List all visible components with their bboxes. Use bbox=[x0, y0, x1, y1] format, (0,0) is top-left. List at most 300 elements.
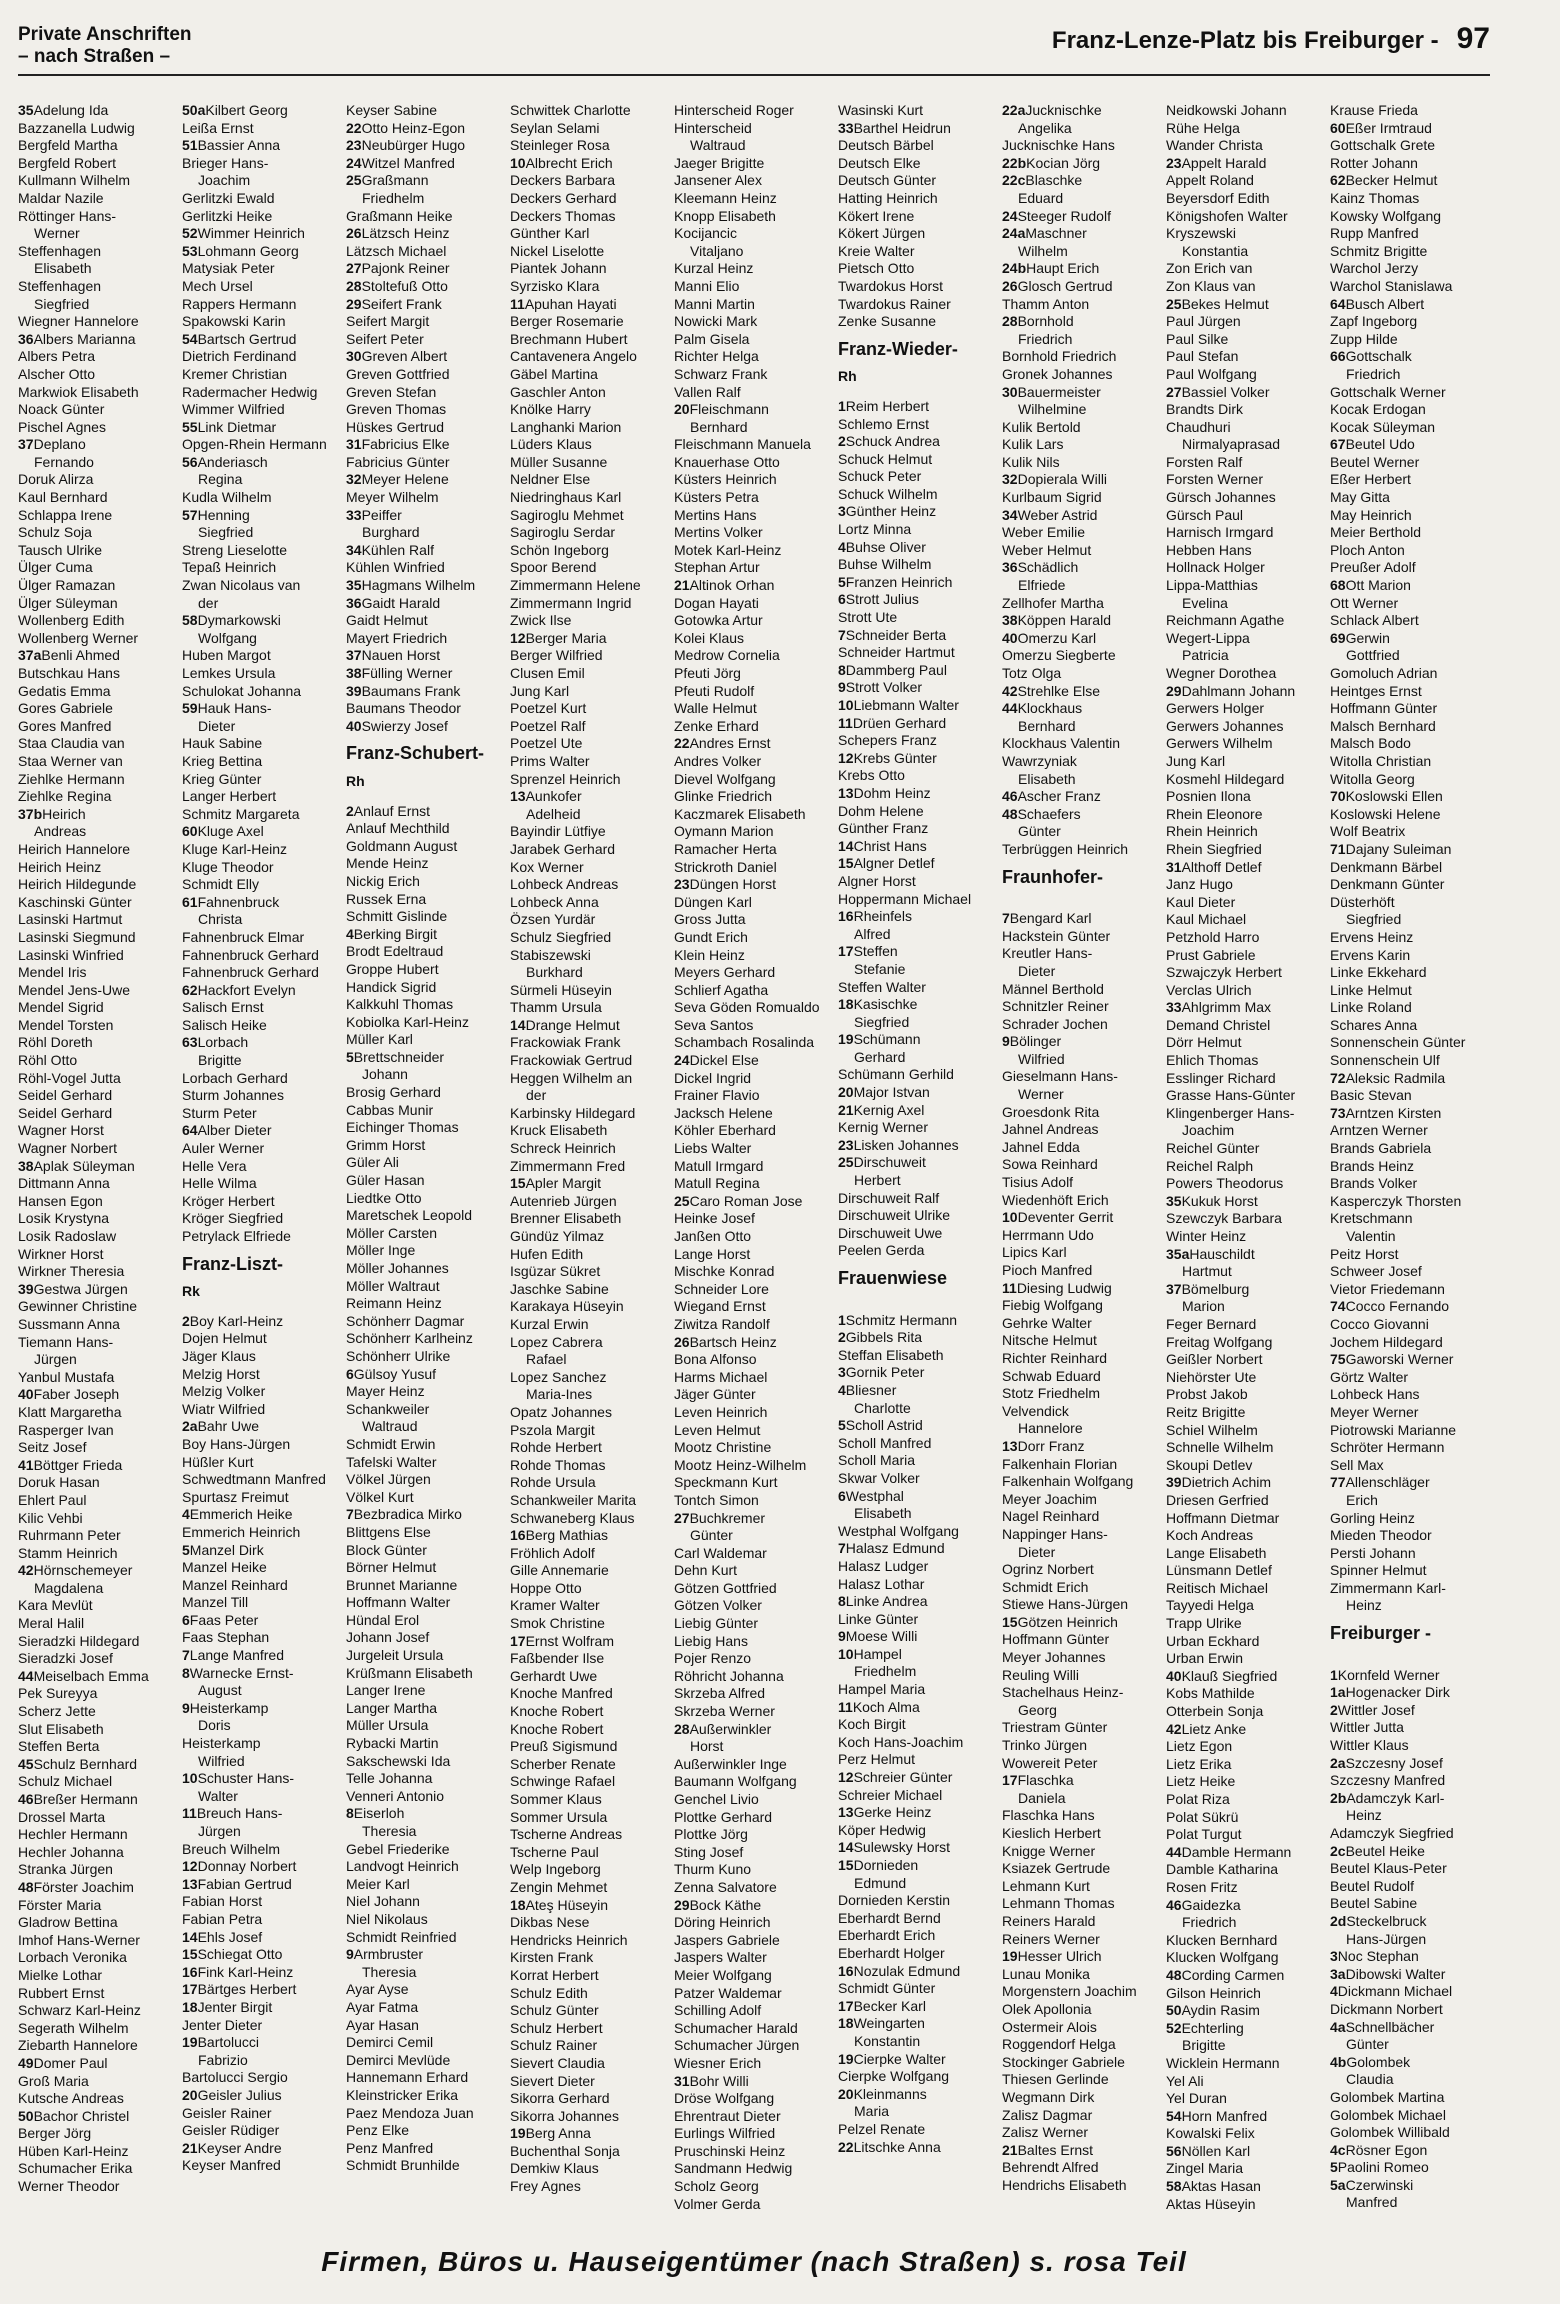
directory-entry bbox=[182, 2087, 340, 2105]
directory-entry: Trapp Ulrike bbox=[1166, 1615, 1242, 1632]
resident-name: Domer Paul bbox=[33, 2054, 108, 2071]
directory-entry: Krieg Bettina bbox=[182, 752, 263, 769]
resident-name: Ahlgrimm Max bbox=[1181, 999, 1272, 1016]
directory-entry bbox=[838, 2051, 996, 2069]
directory-entry: Falkenhain Wolfgang bbox=[1002, 1473, 1134, 1490]
directory-entry: Gross Jutta bbox=[674, 911, 746, 928]
directory-entry: Szewczyk Barbara bbox=[1166, 1210, 1282, 1227]
directory-entry: Seva Göden Romualdo bbox=[674, 999, 820, 1016]
resident-name: Ernst Wolfram bbox=[525, 1632, 615, 1649]
entry-continuation: der bbox=[526, 1087, 547, 1104]
directory-entry: Malsch Bernhard bbox=[1330, 717, 1436, 734]
directory-entry bbox=[346, 595, 504, 613]
directory-entry bbox=[346, 137, 504, 155]
directory-entry: Lohbeck Andreas bbox=[510, 876, 619, 893]
resident-name: Arntzen Kirsten bbox=[1345, 1104, 1442, 1121]
directory-entry bbox=[838, 1364, 996, 1382]
directory-entry: Möller Johannes bbox=[346, 1260, 449, 1276]
house-number: 44 bbox=[1002, 700, 1018, 717]
directory-entry: Leven Heinrich bbox=[674, 1403, 768, 1420]
column-7 bbox=[1002, 102, 1160, 2228]
directory-entry: Rybacki Martin bbox=[346, 1735, 439, 1752]
directory-entry: Jung Karl bbox=[1166, 752, 1226, 769]
directory-entry bbox=[1166, 2143, 1324, 2161]
directory-entry: Lorbach Veronika bbox=[18, 1949, 127, 1966]
directory-entry: Clusen Emil bbox=[510, 665, 585, 681]
house-number: 15 bbox=[182, 1946, 198, 1963]
directory-entry: Radermacher Hedwig bbox=[182, 383, 318, 400]
directory-entry: Sonnenschein Günter bbox=[1330, 1034, 1466, 1051]
directory-entry: Reiners Werner bbox=[1002, 1930, 1100, 1947]
directory-entry: Eberhardt Holger bbox=[838, 1944, 945, 1961]
house-number: 3a bbox=[1330, 1965, 1346, 1982]
house-number: 9 bbox=[182, 1699, 190, 1716]
directory-entry: Schwarz Karl-Heinz bbox=[18, 2002, 141, 2019]
directory-entry: Schilling Adolf bbox=[674, 2002, 762, 2019]
directory-entry: Klein Heinz bbox=[674, 946, 745, 963]
entry-continuation: Stefanie bbox=[854, 960, 906, 977]
resident-name: Apuhan Hayati bbox=[524, 295, 617, 312]
directory-entry: Volmer Gerda bbox=[674, 2195, 761, 2212]
directory-entry: Bona Alfonso bbox=[674, 1351, 757, 1368]
directory-entry bbox=[1330, 841, 1488, 859]
directory-entry: Rappers Hermann bbox=[182, 295, 297, 312]
directory-entry: Heirich Heinz bbox=[18, 858, 102, 875]
directory-entry bbox=[1330, 2054, 1488, 2072]
entry-continuation: Hartmut bbox=[1182, 1263, 1232, 1280]
directory-entry: Sievert Claudia bbox=[510, 2054, 605, 2071]
directory-entry: Hüskes Gertrud bbox=[346, 418, 445, 435]
directory-entry bbox=[1166, 1193, 1324, 1211]
house-number: 73 bbox=[1330, 1104, 1346, 1121]
house-number: 64 bbox=[182, 1122, 198, 1139]
directory-entry bbox=[838, 1154, 996, 1172]
entry-continuation: Günter bbox=[1346, 2036, 1389, 2053]
resident-name: Gaworski Werner bbox=[1345, 1351, 1454, 1368]
directory-entry bbox=[510, 1527, 668, 1545]
entry-continuation: Friedrich bbox=[1018, 330, 1073, 347]
directory-entry: Dohm Helene bbox=[838, 802, 924, 819]
directory-entry bbox=[346, 278, 504, 296]
directory-entry: Ruhrmann Peter bbox=[18, 1527, 121, 1544]
resident-name: Bassier Anna bbox=[197, 137, 281, 154]
directory-entry: Schreck Heinrich bbox=[510, 1140, 616, 1157]
directory-entry bbox=[838, 750, 996, 768]
resident-name: Ott Marion bbox=[1345, 577, 1411, 594]
house-number: 57 bbox=[182, 506, 198, 523]
directory-entry bbox=[1002, 1209, 1160, 1227]
directory-entry: Cantavenera Angelo bbox=[510, 348, 637, 365]
resident-name: Bezbradica Mirko bbox=[353, 1506, 462, 1523]
directory-entry: Melzig Volker bbox=[182, 1383, 266, 1400]
directory-entry: Lehmann Kurt bbox=[1002, 1877, 1090, 1894]
house-number: 19 bbox=[510, 2125, 526, 2142]
directory-entry: Lange Horst bbox=[674, 1245, 751, 1262]
entry-continuation: Fernando bbox=[34, 453, 94, 470]
directory-entry: Cierpke Wolfgang bbox=[838, 2068, 950, 2085]
directory-entry: Steffan Elisabeth bbox=[838, 1346, 944, 1363]
resident-name: Appelt Harald bbox=[1181, 154, 1267, 171]
directory-entry: Werner Theodor bbox=[18, 2178, 120, 2195]
resident-name: Schuck Andrea bbox=[845, 433, 940, 450]
directory-entry: Lange Elisabeth bbox=[1166, 1544, 1267, 1561]
house-number: 12 bbox=[182, 1858, 198, 1875]
directory-entry bbox=[182, 1805, 340, 1823]
house-number: 7 bbox=[1002, 910, 1010, 927]
directory-entry: Greven Stefan bbox=[346, 383, 437, 400]
directory-entry: Korrat Herbert bbox=[510, 1966, 599, 1983]
directory-entry: Halasz Lothar bbox=[838, 1575, 925, 1592]
house-number: 1 bbox=[838, 397, 846, 414]
directory-entry: Janßen Otto bbox=[674, 1228, 752, 1244]
directory-entry: Meyer Johannes bbox=[1002, 1649, 1106, 1666]
directory-entry bbox=[838, 1646, 996, 1664]
directory-entry: Gieselmann Hans- bbox=[1002, 1068, 1118, 1085]
house-number: 2c bbox=[1330, 1842, 1346, 1859]
directory-entry bbox=[1002, 208, 1160, 226]
column-2 bbox=[182, 102, 340, 2228]
resident-name: Nozulak Edmund bbox=[853, 1962, 961, 1979]
directory-entry: Morgenstern Joachim bbox=[1002, 1983, 1137, 2000]
directory-entry bbox=[510, 630, 668, 648]
directory-entry: Gebel Friederike bbox=[346, 1840, 450, 1857]
house-number: 16 bbox=[182, 1963, 198, 1980]
entry-continuation: Alfred bbox=[854, 925, 891, 942]
directory-entry: Meyer Joachim bbox=[1002, 1490, 1097, 1507]
directory-entry: Opatz Johannes bbox=[510, 1403, 612, 1420]
resident-name: Rheinfels bbox=[853, 908, 912, 925]
directory-entry: Bayindir Lütfiye bbox=[510, 823, 606, 840]
directory-entry: Baumans Theodor bbox=[346, 700, 461, 717]
directory-entry: Hoffmann Günter bbox=[1002, 1631, 1110, 1648]
resident-name: Schiegat Otto bbox=[197, 1946, 283, 1963]
directory-entry bbox=[838, 2086, 996, 2104]
directory-entry: Kernig Werner bbox=[838, 1119, 929, 1136]
directory-entry: Imhof Hans-Werner bbox=[18, 1931, 140, 1948]
directory-entry: Schmitt Gislinde bbox=[346, 908, 448, 925]
directory-entry: Pfeuti Jörg bbox=[674, 665, 741, 681]
resident-name: Förster Joachim bbox=[33, 1878, 134, 1895]
directory-entry: Golombek Martina bbox=[1330, 2088, 1445, 2105]
directory-entry: Wegmann Dirk bbox=[1002, 2088, 1095, 2105]
directory-entry bbox=[838, 697, 996, 715]
directory-entry: Sturm Peter bbox=[182, 1104, 257, 1121]
directory-entry: Deutsch Elke bbox=[838, 154, 921, 171]
house-number: 48 bbox=[18, 1878, 34, 1895]
resident-name: Faas Peter bbox=[189, 1611, 259, 1628]
resident-name: Bärtges Herbert bbox=[197, 1981, 297, 1998]
directory-entry: Kulik Nils bbox=[1002, 453, 1060, 470]
house-number: 75 bbox=[1330, 1351, 1346, 1368]
directory-entry bbox=[838, 1102, 996, 1120]
directory-entry bbox=[838, 591, 996, 609]
resident-name: Cording Carmen bbox=[1181, 1966, 1285, 1983]
entry-continuation: Gerhard bbox=[854, 1048, 906, 1065]
house-number: 23 bbox=[674, 876, 690, 893]
directory-entry: May Heinrich bbox=[1330, 506, 1412, 523]
resident-name: Hagmans Wilhelm bbox=[361, 577, 476, 594]
house-number: 38 bbox=[18, 1157, 34, 1174]
street-heading: Frauenwiese bbox=[838, 1268, 948, 1288]
street-heading: Franz-Wieder- bbox=[838, 338, 958, 359]
entry-continuation: Heinz bbox=[1346, 1807, 1382, 1824]
house-number: 39 bbox=[18, 1280, 34, 1297]
house-number: 29 bbox=[674, 1896, 690, 1913]
directory-entry: Piotrowski Marianne bbox=[1330, 1421, 1457, 1438]
house-number: 2a bbox=[182, 1418, 198, 1435]
directory-entry: Jung Karl bbox=[510, 682, 570, 699]
directory-entry: Keyser Sabine bbox=[346, 102, 438, 118]
directory-entry bbox=[346, 647, 504, 665]
directory-entry bbox=[1166, 155, 1324, 173]
house-number: 71 bbox=[1330, 840, 1346, 857]
directory-entry: Steffen Berta bbox=[18, 1738, 100, 1755]
house-number: 9 bbox=[838, 679, 846, 696]
directory-entry bbox=[346, 1946, 504, 1964]
directory-entry: Pietsch Otto bbox=[838, 260, 915, 277]
resident-name: Schmitz Hermann bbox=[845, 1311, 958, 1328]
directory-entry bbox=[1330, 1913, 1488, 1931]
directory-entry: Polat Sükrü bbox=[1166, 1808, 1239, 1825]
entry-continuation: Friedrich bbox=[1346, 365, 1401, 382]
directory-entry: Gerlitzki Heike bbox=[182, 207, 273, 224]
directory-entry: Ervens Heinz bbox=[1330, 928, 1414, 945]
house-number: 37a bbox=[18, 647, 42, 664]
house-number: 6 bbox=[346, 1365, 354, 1382]
directory-entry: Warchol Stanislawa bbox=[1330, 277, 1453, 294]
directory-entry: Rohde Herbert bbox=[510, 1439, 602, 1456]
directory-entry: Breuch Wilhelm bbox=[182, 1840, 281, 1857]
directory-entry: Penz Manfred bbox=[346, 2139, 434, 2156]
resident-name: Graßmann bbox=[361, 172, 429, 189]
house-number: 53 bbox=[182, 242, 198, 259]
directory-entry bbox=[1002, 1280, 1160, 1298]
directory-entry: Hebben Hans bbox=[1166, 541, 1252, 558]
directory-entry bbox=[182, 1858, 340, 1876]
directory-entry: Schnelle Wilhelm bbox=[1166, 1439, 1274, 1456]
directory-entry: Gorling Heinz bbox=[1330, 1509, 1415, 1526]
directory-entry bbox=[674, 1193, 832, 1211]
directory-entry: Urban Eckhard bbox=[1166, 1632, 1260, 1649]
directory-entry: Knoche Robert bbox=[510, 1703, 604, 1720]
resident-name: Stoltefuß Otto bbox=[361, 277, 448, 294]
directory-entry: Sakschewski Ida bbox=[346, 1752, 451, 1769]
entry-continuation: Doris bbox=[198, 1717, 231, 1734]
resident-name: Aleksic Radmila bbox=[1345, 1069, 1446, 1086]
house-number: 9 bbox=[346, 1946, 354, 1963]
directory-entry: Dirschuweit Ralf bbox=[838, 1189, 940, 1206]
resident-name: Meyer Helene bbox=[361, 471, 449, 488]
house-number: 2 bbox=[346, 802, 354, 819]
directory-entry: Kulik Lars bbox=[1002, 436, 1064, 453]
directory-entry: Liebig Günter bbox=[674, 1615, 759, 1632]
directory-entry: Klingenberger Hans- bbox=[1166, 1104, 1295, 1121]
directory-entry: Stabiszewski bbox=[510, 946, 591, 963]
directory-entry: Oymann Marion bbox=[674, 823, 774, 840]
house-number: 62 bbox=[1330, 172, 1346, 189]
directory-entry: Schwarz Frank bbox=[674, 365, 768, 382]
directory-entry: Szwajczyk Herbert bbox=[1166, 964, 1282, 981]
directory-entry: Rasperger Ivan bbox=[18, 1421, 114, 1438]
directory-entry bbox=[346, 436, 504, 454]
street-subcode: Rk bbox=[182, 1283, 200, 1300]
directory-entry: Pfeuti Rudolf bbox=[674, 682, 755, 699]
directory-entry: Zwick Ilse bbox=[510, 612, 572, 629]
house-number: 41 bbox=[18, 1456, 34, 1473]
directory-entry: Gürsch Paul bbox=[1166, 506, 1244, 523]
directory-entry: Twardokus Horst bbox=[838, 277, 944, 294]
directory-entry: Güler Ali bbox=[346, 1154, 399, 1171]
directory-entry: Schlierf Agatha bbox=[674, 981, 769, 998]
directory-entry: Kreutler Hans- bbox=[1002, 945, 1093, 962]
directory-entry bbox=[1002, 2142, 1160, 2160]
directory-entry bbox=[1002, 1948, 1160, 1966]
house-number: 38 bbox=[346, 665, 362, 681]
directory-entry: Ervens Karin bbox=[1330, 946, 1411, 963]
directory-entry: Krieg Günter bbox=[182, 770, 262, 787]
resident-name: Armbruster bbox=[353, 1946, 424, 1963]
directory-entry: Schönherr Karlheinz bbox=[346, 1330, 473, 1347]
page-number: 97 bbox=[1456, 22, 1490, 55]
directory-entry: Frackowiak Frank bbox=[510, 1034, 621, 1051]
directory-entry: Mayer Heinz bbox=[346, 1383, 425, 1400]
entry-continuation: Friedrich bbox=[1182, 1914, 1237, 1931]
directory-entry bbox=[838, 1769, 996, 1787]
resident-name: Berg Anna bbox=[525, 2125, 591, 2142]
street-heading: Franz-Schubert- bbox=[346, 743, 485, 764]
directory-entry: Mootz Christine bbox=[674, 1439, 772, 1456]
directory-entry: Mootz Heinz-Wilhelm bbox=[674, 1456, 807, 1473]
directory-entry bbox=[1166, 2002, 1324, 2020]
resident-name: Halasz Edmund bbox=[845, 1540, 945, 1557]
directory-entry: Tayyedi Helga bbox=[1166, 1597, 1254, 1614]
directory-entry: Petzhold Harro bbox=[1166, 928, 1260, 945]
directory-entry bbox=[1166, 1668, 1324, 1686]
house-number: 63 bbox=[182, 1034, 198, 1051]
directory-entry: Nowicki Mark bbox=[674, 313, 758, 330]
directory-entry bbox=[510, 2125, 668, 2143]
directory-entry bbox=[18, 1158, 176, 1176]
directory-entry bbox=[182, 2034, 340, 2052]
directory-entry: Esslinger Richard bbox=[1166, 1069, 1276, 1086]
resident-name: Warnecke Ernst- bbox=[189, 1664, 294, 1681]
resident-name: Schneider Berta bbox=[845, 626, 947, 643]
directory-entry: Rhein Siegfried bbox=[1166, 840, 1262, 857]
directory-entry: Feger Bernard bbox=[1166, 1315, 1257, 1332]
house-number: 77 bbox=[1330, 1474, 1346, 1491]
directory-entry: Yel Duran bbox=[1166, 2090, 1227, 2107]
directory-entry: Röhl-Vogel Jutta bbox=[18, 1069, 121, 1086]
entry-continuation: Valentin bbox=[1346, 1228, 1396, 1244]
directory-entry: Zenke Susanne bbox=[838, 313, 937, 330]
directory-entry: Kökert Jürgen bbox=[838, 225, 926, 242]
house-number: 8 bbox=[838, 1593, 846, 1610]
house-number: 21 bbox=[182, 2139, 198, 2156]
directory-entry bbox=[1330, 2159, 1488, 2177]
resident-name: Buhse Oliver bbox=[845, 538, 926, 555]
directory-entry: Krause Frieda bbox=[1330, 102, 1418, 118]
directory-columns bbox=[18, 102, 1490, 2228]
directory-entry: Jucknischke Hans bbox=[1002, 137, 1115, 154]
directory-entry bbox=[182, 1034, 340, 1052]
directory-entry: Omerzu Siegberte bbox=[1002, 647, 1116, 664]
house-number: 19 bbox=[838, 1031, 854, 1048]
directory-entry: Hampel Maria bbox=[838, 1681, 926, 1698]
entry-continuation: Wilhelmine bbox=[1018, 401, 1087, 418]
directory-entry: Roggendorf Helga bbox=[1002, 2036, 1116, 2053]
house-number: 2 bbox=[1330, 1701, 1338, 1718]
directory-entry: Hoppermann Michael bbox=[838, 890, 972, 907]
directory-entry: Verclas Ulrich bbox=[1166, 981, 1252, 998]
directory-entry bbox=[1166, 1897, 1324, 1915]
directory-entry: Johann Josef bbox=[346, 1629, 430, 1646]
house-number: 20 bbox=[182, 2086, 198, 2103]
directory-entry: Liebs Walter bbox=[674, 1140, 752, 1157]
directory-entry bbox=[346, 1805, 504, 1823]
house-number: 13 bbox=[182, 1875, 198, 1892]
house-number: 2 bbox=[838, 1329, 846, 1346]
resident-name: Gottschalk bbox=[1345, 348, 1412, 365]
resident-name: Kornfeld Werner bbox=[1337, 1666, 1440, 1683]
entry-continuation: Bernhard bbox=[690, 418, 748, 435]
directory-entry: Deutsch Bärbel bbox=[838, 137, 934, 154]
directory-entry: Steinleger Rosa bbox=[510, 137, 610, 154]
directory-entry: Kremer Christian bbox=[182, 365, 288, 382]
directory-entry: Lopez Cabrera bbox=[510, 1333, 603, 1350]
house-number: 2b bbox=[1330, 1789, 1347, 1806]
directory-entry: Kökert Irene bbox=[838, 207, 915, 224]
directory-entry: Gündüz Yilmaz bbox=[510, 1228, 605, 1244]
entry-continuation: Gottfried bbox=[1346, 647, 1400, 664]
directory-entry bbox=[1166, 2108, 1324, 2126]
entry-continuation: Fabrizio bbox=[198, 2051, 248, 2068]
directory-entry bbox=[18, 1668, 176, 1686]
house-number: 35 bbox=[346, 577, 362, 594]
directory-entry: Drossel Marta bbox=[18, 1808, 106, 1825]
directory-entry: Maldar Nazile bbox=[18, 189, 104, 206]
directory-entry: Lasinski Winfried bbox=[18, 946, 124, 963]
directory-entry: Gronek Johannes bbox=[1002, 365, 1113, 382]
directory-entry bbox=[1166, 2020, 1324, 2038]
directory-entry: Müller Susanne bbox=[510, 453, 608, 470]
house-number: 15 bbox=[838, 1857, 854, 1873]
directory-entry: Neldner Else bbox=[510, 471, 591, 488]
directory-entry: Tscherne Andreas bbox=[510, 1826, 623, 1843]
directory-entry: Dievel Wolfgang bbox=[674, 770, 776, 787]
directory-entry: Kobiolka Karl-Heinz bbox=[346, 1013, 469, 1030]
directory-entry: Berger Jörg bbox=[18, 2125, 92, 2142]
directory-entry: Winter Heinz bbox=[1166, 1228, 1247, 1244]
house-number: 17 bbox=[838, 943, 854, 960]
directory-entry: Thurm Kuno bbox=[674, 1861, 752, 1878]
house-number: 37 bbox=[18, 436, 34, 453]
directory-entry: Lemkes Ursula bbox=[182, 665, 276, 681]
directory-entry: Lietz Egon bbox=[1166, 1738, 1233, 1755]
directory-entry bbox=[346, 507, 504, 525]
directory-entry: Greven Gottfried bbox=[346, 365, 450, 382]
entry-continuation: Marion bbox=[1182, 1298, 1225, 1315]
directory-entry bbox=[346, 1049, 504, 1067]
directory-entry bbox=[838, 1488, 996, 1506]
house-number: 61 bbox=[182, 893, 198, 910]
resident-name: Wittler Josef bbox=[1337, 1701, 1415, 1718]
directory-entry: Doruk Alirza bbox=[18, 471, 94, 488]
resident-name: Kilbert Georg bbox=[205, 102, 288, 118]
directory-entry: Patzer Waldemar bbox=[674, 1984, 782, 2001]
resident-name: Andres Ernst bbox=[689, 735, 771, 752]
entry-continuation: Evelina bbox=[1182, 594, 1228, 611]
directory-entry: Smok Christine bbox=[510, 1615, 605, 1632]
